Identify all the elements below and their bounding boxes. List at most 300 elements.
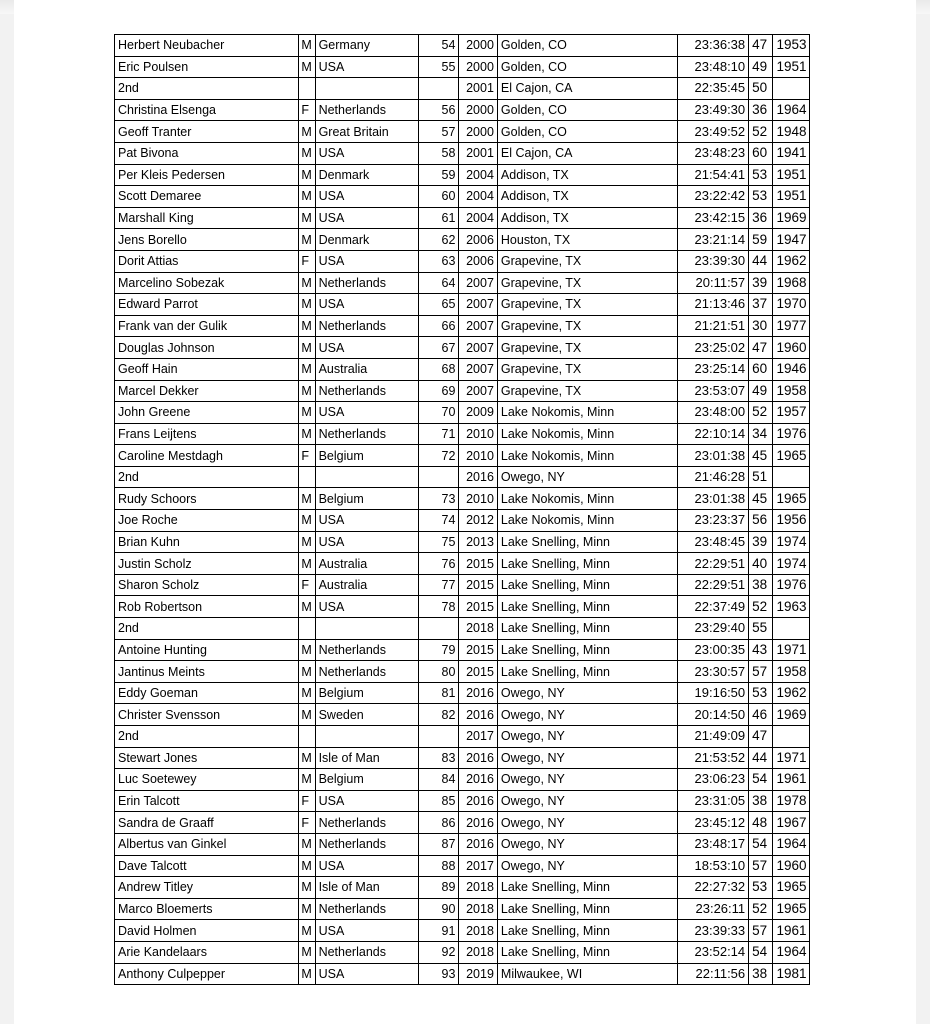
- birth-year-cell: 1964: [773, 941, 810, 963]
- location-cell: Grapevine, TX: [497, 380, 677, 402]
- runner-name-cell: Jantinus Meints: [115, 661, 299, 683]
- country-cell: USA: [315, 531, 418, 553]
- finish-time-cell: 21:54:41: [678, 164, 749, 186]
- location-cell: Grapevine, TX: [497, 250, 677, 272]
- birth-year-cell: 1961: [773, 769, 810, 791]
- location-cell: Houston, TX: [497, 229, 677, 251]
- birth-year-cell: [773, 618, 810, 640]
- table-row: [115, 726, 810, 748]
- finisher-number-cell: 79: [418, 639, 459, 661]
- country-cell: Netherlands: [315, 315, 418, 337]
- finisher-number-cell: 54: [418, 35, 459, 57]
- age-cell: 57: [749, 661, 773, 683]
- sex-cell: M: [299, 56, 315, 78]
- country-cell: Sweden: [315, 704, 418, 726]
- sex-cell: M: [299, 855, 315, 877]
- age-cell: 53: [749, 682, 773, 704]
- country-cell: Netherlands: [315, 423, 418, 445]
- birth-year-cell: 1956: [773, 510, 810, 532]
- finisher-number-cell: 62: [418, 229, 459, 251]
- age-cell: 34: [749, 423, 773, 445]
- finisher-number-cell: 86: [418, 812, 459, 834]
- year-cell: 2004: [459, 164, 497, 186]
- runner-name-cell: Douglas Johnson: [115, 337, 299, 359]
- country-cell: Netherlands: [315, 941, 418, 963]
- runner-name-cell: Stewart Jones: [115, 747, 299, 769]
- runner-name-cell: Caroline Mestdagh: [115, 445, 299, 467]
- sex-cell: [299, 618, 315, 640]
- finish-time-cell: 23:48:45: [678, 531, 749, 553]
- finisher-number-cell: 66: [418, 315, 459, 337]
- country-cell: Denmark: [315, 164, 418, 186]
- birth-year-cell: 1958: [773, 380, 810, 402]
- birth-year-cell: 1971: [773, 639, 810, 661]
- age-cell: 54: [749, 769, 773, 791]
- runner-name-cell: Per Kleis Pedersen: [115, 164, 299, 186]
- finisher-number-cell: 64: [418, 272, 459, 294]
- country-cell: USA: [315, 294, 418, 316]
- runner-name-cell: Jens Borello: [115, 229, 299, 251]
- finisher-number-cell: 78: [418, 596, 459, 618]
- location-cell: Owego, NY: [497, 833, 677, 855]
- year-cell: 2015: [459, 661, 497, 683]
- year-cell: 2000: [459, 56, 497, 78]
- age-cell: 45: [749, 445, 773, 467]
- location-cell: Lake Snelling, Minn: [497, 877, 677, 899]
- sex-cell: F: [299, 574, 315, 596]
- runner-name-cell: Brian Kuhn: [115, 531, 299, 553]
- age-cell: 37: [749, 294, 773, 316]
- year-cell: 2007: [459, 358, 497, 380]
- table-row: [115, 250, 810, 272]
- sex-cell: M: [299, 315, 315, 337]
- age-cell: 40: [749, 553, 773, 575]
- finish-time-cell: 20:14:50: [678, 704, 749, 726]
- age-cell: 60: [749, 142, 773, 164]
- year-cell: 2018: [459, 941, 497, 963]
- sex-cell: M: [299, 272, 315, 294]
- location-cell: Golden, CO: [497, 99, 677, 121]
- age-cell: 54: [749, 941, 773, 963]
- birth-year-cell: 1961: [773, 920, 810, 942]
- table-row: [115, 812, 810, 834]
- runner-name-cell: Frank van der Gulik: [115, 315, 299, 337]
- age-cell: 36: [749, 99, 773, 121]
- birth-year-cell: 1951: [773, 56, 810, 78]
- finish-time-cell: 23:25:02: [678, 337, 749, 359]
- age-cell: 52: [749, 898, 773, 920]
- runner-name-cell: Christina Elsenga: [115, 99, 299, 121]
- location-cell: Lake Nokomis, Minn: [497, 488, 677, 510]
- runner-name-cell: Christer Svensson: [115, 704, 299, 726]
- year-cell: 2010: [459, 488, 497, 510]
- finisher-number-cell: 76: [418, 553, 459, 575]
- finisher-number-cell: 77: [418, 574, 459, 596]
- sex-cell: F: [299, 445, 315, 467]
- sex-cell: M: [299, 553, 315, 575]
- birth-year-cell: 1974: [773, 531, 810, 553]
- birth-year-cell: 1967: [773, 812, 810, 834]
- finisher-number-cell: 74: [418, 510, 459, 532]
- table-row: [115, 78, 810, 100]
- finisher-number-cell: 82: [418, 704, 459, 726]
- year-cell: 2018: [459, 920, 497, 942]
- table-row: [115, 553, 810, 575]
- birth-year-cell: [773, 78, 810, 100]
- table-row: [115, 877, 810, 899]
- table-row: [115, 358, 810, 380]
- country-cell: USA: [315, 790, 418, 812]
- table-row: [115, 596, 810, 618]
- country-cell: USA: [315, 855, 418, 877]
- finisher-number-cell: 68: [418, 358, 459, 380]
- location-cell: Owego, NY: [497, 790, 677, 812]
- age-cell: 57: [749, 920, 773, 942]
- finish-time-cell: 22:11:56: [678, 963, 749, 985]
- finish-time-cell: 23:26:11: [678, 898, 749, 920]
- birth-year-cell: 1969: [773, 207, 810, 229]
- age-cell: 44: [749, 747, 773, 769]
- sex-cell: M: [299, 596, 315, 618]
- sex-cell: M: [299, 833, 315, 855]
- location-cell: Grapevine, TX: [497, 358, 677, 380]
- location-cell: Golden, CO: [497, 56, 677, 78]
- location-cell: Lake Nokomis, Minn: [497, 423, 677, 445]
- finisher-number-cell: 90: [418, 898, 459, 920]
- sex-cell: F: [299, 250, 315, 272]
- runner-name-cell: David Holmen: [115, 920, 299, 942]
- age-cell: 48: [749, 812, 773, 834]
- birth-year-cell: 1958: [773, 661, 810, 683]
- birth-year-cell: 1962: [773, 682, 810, 704]
- runner-name-cell: Marshall King: [115, 207, 299, 229]
- finish-time-cell: 23:45:12: [678, 812, 749, 834]
- year-cell: 2006: [459, 250, 497, 272]
- country-cell: [315, 726, 418, 748]
- runner-name-cell: Herbert Neubacher: [115, 35, 299, 57]
- birth-year-cell: 1970: [773, 294, 810, 316]
- table-row: [115, 56, 810, 78]
- finisher-number-cell: 88: [418, 855, 459, 877]
- finish-time-cell: 23:06:23: [678, 769, 749, 791]
- sex-cell: M: [299, 682, 315, 704]
- year-cell: 2018: [459, 618, 497, 640]
- sex-cell: M: [299, 661, 315, 683]
- age-cell: 38: [749, 963, 773, 985]
- country-cell: Great Britain: [315, 121, 418, 143]
- birth-year-cell: 1960: [773, 855, 810, 877]
- runner-name-cell: Pat Bivona: [115, 142, 299, 164]
- table-row: [115, 920, 810, 942]
- location-cell: Addison, TX: [497, 164, 677, 186]
- year-cell: 2016: [459, 466, 497, 488]
- finish-time-cell: 23:00:35: [678, 639, 749, 661]
- finisher-number-cell: [418, 466, 459, 488]
- table-row: [115, 294, 810, 316]
- finish-time-cell: 21:49:09: [678, 726, 749, 748]
- runner-name-cell: Geoff Tranter: [115, 121, 299, 143]
- year-cell: 2004: [459, 207, 497, 229]
- birth-year-cell: 1969: [773, 704, 810, 726]
- finisher-number-cell: 61: [418, 207, 459, 229]
- country-cell: Netherlands: [315, 833, 418, 855]
- birth-year-cell: 1963: [773, 596, 810, 618]
- runner-name-cell: Albertus van Ginkel: [115, 833, 299, 855]
- runner-name-cell: Sharon Scholz: [115, 574, 299, 596]
- table-row: [115, 380, 810, 402]
- age-cell: 55: [749, 618, 773, 640]
- finisher-number-cell: 87: [418, 833, 459, 855]
- location-cell: Addison, TX: [497, 186, 677, 208]
- year-cell: 2019: [459, 963, 497, 985]
- country-cell: Germany: [315, 35, 418, 57]
- finish-time-cell: 23:48:00: [678, 402, 749, 424]
- year-cell: 2007: [459, 315, 497, 337]
- finish-time-cell: 23:31:05: [678, 790, 749, 812]
- finish-time-cell: 23:39:30: [678, 250, 749, 272]
- finisher-number-cell: [418, 78, 459, 100]
- country-cell: Belgium: [315, 488, 418, 510]
- age-cell: 49: [749, 380, 773, 402]
- location-cell: Lake Snelling, Minn: [497, 596, 677, 618]
- runner-name-cell: 2nd: [115, 726, 299, 748]
- runner-name-cell: 2nd: [115, 618, 299, 640]
- table-row: [115, 142, 810, 164]
- year-cell: 2006: [459, 229, 497, 251]
- finisher-number-cell: 58: [418, 142, 459, 164]
- age-cell: 36: [749, 207, 773, 229]
- finish-time-cell: 23:48:17: [678, 833, 749, 855]
- finish-time-cell: 23:42:15: [678, 207, 749, 229]
- location-cell: Lake Snelling, Minn: [497, 898, 677, 920]
- table-row: [115, 402, 810, 424]
- age-cell: 56: [749, 510, 773, 532]
- table-row: [115, 488, 810, 510]
- table-row: [115, 898, 810, 920]
- finisher-number-cell: 71: [418, 423, 459, 445]
- finish-time-cell: 23:22:42: [678, 186, 749, 208]
- runner-name-cell: Rudy Schoors: [115, 488, 299, 510]
- country-cell: Belgium: [315, 769, 418, 791]
- table-row: [115, 121, 810, 143]
- finisher-number-cell: 57: [418, 121, 459, 143]
- age-cell: 52: [749, 596, 773, 618]
- runner-name-cell: Dave Talcott: [115, 855, 299, 877]
- runner-name-cell: Eddy Goeman: [115, 682, 299, 704]
- country-cell: USA: [315, 250, 418, 272]
- finisher-number-cell: 56: [418, 99, 459, 121]
- year-cell: 2016: [459, 704, 497, 726]
- runner-name-cell: Luc Soetewey: [115, 769, 299, 791]
- sex-cell: M: [299, 294, 315, 316]
- finish-time-cell: 21:21:51: [678, 315, 749, 337]
- birth-year-cell: 1965: [773, 445, 810, 467]
- finisher-number-cell: 89: [418, 877, 459, 899]
- finisher-number-cell: 84: [418, 769, 459, 791]
- sex-cell: M: [299, 358, 315, 380]
- finisher-number-cell: 72: [418, 445, 459, 467]
- finisher-number-cell: 65: [418, 294, 459, 316]
- finish-time-cell: 23:29:40: [678, 618, 749, 640]
- age-cell: 54: [749, 833, 773, 855]
- sex-cell: M: [299, 898, 315, 920]
- table-row: [115, 272, 810, 294]
- year-cell: 2017: [459, 726, 497, 748]
- table-row: [115, 790, 810, 812]
- location-cell: Lake Snelling, Minn: [497, 661, 677, 683]
- location-cell: Addison, TX: [497, 207, 677, 229]
- country-cell: USA: [315, 920, 418, 942]
- age-cell: 44: [749, 250, 773, 272]
- finish-time-cell: 20:11:57: [678, 272, 749, 294]
- age-cell: 53: [749, 186, 773, 208]
- finish-time-cell: 23:48:10: [678, 56, 749, 78]
- location-cell: Owego, NY: [497, 855, 677, 877]
- sex-cell: M: [299, 531, 315, 553]
- birth-year-cell: 1978: [773, 790, 810, 812]
- birth-year-cell: 1971: [773, 747, 810, 769]
- table-row: [115, 466, 810, 488]
- table-row: [115, 164, 810, 186]
- country-cell: [315, 78, 418, 100]
- sex-cell: M: [299, 963, 315, 985]
- location-cell: Milwaukee, WI: [497, 963, 677, 985]
- location-cell: Lake Snelling, Minn: [497, 618, 677, 640]
- finisher-number-cell: 80: [418, 661, 459, 683]
- finisher-number-cell: 91: [418, 920, 459, 942]
- birth-year-cell: 1974: [773, 553, 810, 575]
- sex-cell: M: [299, 747, 315, 769]
- runner-name-cell: 2nd: [115, 466, 299, 488]
- finisher-number-cell: 63: [418, 250, 459, 272]
- finisher-number-cell: 85: [418, 790, 459, 812]
- finish-time-cell: 21:13:46: [678, 294, 749, 316]
- location-cell: Lake Nokomis, Minn: [497, 402, 677, 424]
- runner-name-cell: Marco Bloemerts: [115, 898, 299, 920]
- country-cell: Australia: [315, 553, 418, 575]
- country-cell: Australia: [315, 358, 418, 380]
- table-row: [115, 963, 810, 985]
- country-cell: Isle of Man: [315, 877, 418, 899]
- sex-cell: [299, 726, 315, 748]
- age-cell: 47: [749, 35, 773, 57]
- sex-cell: M: [299, 877, 315, 899]
- year-cell: 2004: [459, 186, 497, 208]
- country-cell: USA: [315, 56, 418, 78]
- table-row: [115, 747, 810, 769]
- location-cell: Grapevine, TX: [497, 294, 677, 316]
- year-cell: 2018: [459, 877, 497, 899]
- finish-time-cell: 22:10:14: [678, 423, 749, 445]
- location-cell: Lake Snelling, Minn: [497, 553, 677, 575]
- country-cell: Netherlands: [315, 812, 418, 834]
- sex-cell: M: [299, 510, 315, 532]
- table-row: [115, 35, 810, 57]
- sex-cell: M: [299, 769, 315, 791]
- runner-name-cell: Joe Roche: [115, 510, 299, 532]
- location-cell: Lake Nokomis, Minn: [497, 445, 677, 467]
- table-row: [115, 704, 810, 726]
- location-cell: Owego, NY: [497, 747, 677, 769]
- runner-name-cell: Erin Talcott: [115, 790, 299, 812]
- year-cell: 2007: [459, 337, 497, 359]
- birth-year-cell: 1953: [773, 35, 810, 57]
- finisher-number-cell: 75: [418, 531, 459, 553]
- location-cell: Owego, NY: [497, 704, 677, 726]
- finish-time-cell: 23:52:14: [678, 941, 749, 963]
- year-cell: 2018: [459, 898, 497, 920]
- finisher-number-cell: 83: [418, 747, 459, 769]
- location-cell: Lake Snelling, Minn: [497, 574, 677, 596]
- finisher-number-cell: 67: [418, 337, 459, 359]
- age-cell: 57: [749, 855, 773, 877]
- results-table: [114, 34, 810, 985]
- birth-year-cell: 1976: [773, 574, 810, 596]
- country-cell: [315, 466, 418, 488]
- country-cell: Netherlands: [315, 661, 418, 683]
- birth-year-cell: 1964: [773, 833, 810, 855]
- year-cell: 2016: [459, 747, 497, 769]
- finisher-number-cell: 59: [418, 164, 459, 186]
- runner-name-cell: Frans Leijtens: [115, 423, 299, 445]
- country-cell: USA: [315, 510, 418, 532]
- table-row: [115, 639, 810, 661]
- year-cell: 2016: [459, 790, 497, 812]
- sex-cell: M: [299, 380, 315, 402]
- birth-year-cell: 1968: [773, 272, 810, 294]
- birth-year-cell: 1977: [773, 315, 810, 337]
- results-table-body: [115, 35, 810, 985]
- country-cell: USA: [315, 142, 418, 164]
- sex-cell: M: [299, 121, 315, 143]
- country-cell: Australia: [315, 574, 418, 596]
- table-row: [115, 207, 810, 229]
- age-cell: 52: [749, 402, 773, 424]
- finish-time-cell: 23:01:38: [678, 445, 749, 467]
- country-cell: Netherlands: [315, 898, 418, 920]
- birth-year-cell: 1965: [773, 877, 810, 899]
- year-cell: 2015: [459, 639, 497, 661]
- age-cell: 50: [749, 78, 773, 100]
- runner-name-cell: Edward Parrot: [115, 294, 299, 316]
- table-row: [115, 941, 810, 963]
- runner-name-cell: Geoff Hain: [115, 358, 299, 380]
- country-cell: USA: [315, 207, 418, 229]
- sex-cell: M: [299, 920, 315, 942]
- year-cell: 2009: [459, 402, 497, 424]
- table-row: [115, 337, 810, 359]
- location-cell: Lake Nokomis, Minn: [497, 510, 677, 532]
- runner-name-cell: Justin Scholz: [115, 553, 299, 575]
- finish-time-cell: 22:37:49: [678, 596, 749, 618]
- country-cell: Isle of Man: [315, 747, 418, 769]
- country-cell: Netherlands: [315, 99, 418, 121]
- table-row: [115, 855, 810, 877]
- finisher-number-cell: 70: [418, 402, 459, 424]
- runner-name-cell: Rob Robertson: [115, 596, 299, 618]
- finish-time-cell: 19:16:50: [678, 682, 749, 704]
- sex-cell: M: [299, 229, 315, 251]
- runner-name-cell: Scott Demaree: [115, 186, 299, 208]
- finish-time-cell: 22:35:45: [678, 78, 749, 100]
- finish-time-cell: 22:27:32: [678, 877, 749, 899]
- age-cell: 38: [749, 790, 773, 812]
- year-cell: 2000: [459, 35, 497, 57]
- location-cell: Owego, NY: [497, 466, 677, 488]
- country-cell: [315, 618, 418, 640]
- birth-year-cell: 1981: [773, 963, 810, 985]
- year-cell: 2000: [459, 121, 497, 143]
